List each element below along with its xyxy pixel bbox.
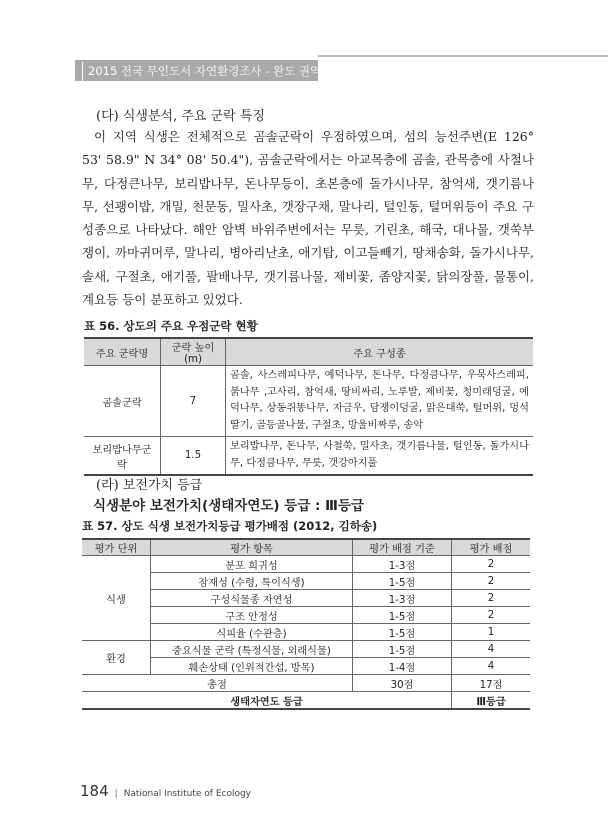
- item-cell: 구성식물종 자연성: [151, 590, 353, 607]
- grade-statement: 식생분야 보전가치(생태자연도) 등급 : Ⅲ등급: [93, 498, 364, 514]
- community-height: 7: [161, 366, 226, 437]
- page-number: 184: [80, 782, 109, 800]
- col-header: 평가 단위: [82, 539, 151, 556]
- table-57: [82, 538, 530, 710]
- criteria-cell: 1-5점: [353, 641, 452, 658]
- table-56: [84, 337, 533, 476]
- score-cell: 1: [452, 624, 531, 641]
- section-heading-ra: (라) 보전가치 등급: [96, 478, 203, 493]
- criteria-cell: 1-5점: [353, 573, 452, 590]
- header-divider: [82, 62, 83, 81]
- grade-value: Ⅲ등급: [452, 692, 531, 710]
- table56-caption: 표 56. 상도의 주요 우점군락 현황: [84, 319, 258, 333]
- footer-separator: |: [114, 789, 118, 799]
- section-heading-da: (다) 식생분석, 주요 군락 특징: [96, 109, 265, 124]
- paragraph-text: 이 지역 식생은 전체적으로 곰솔군락이 우점하였으며, 섬의 능선주변(E 126° 53' 58.9" N 34° 08' 50.4"), 곰솔군락에서는 아교목층에 곰솔, 관목층에 사철나무, 다정큰나무, 보리밥나무, 돈나무등이, 초본층에 돌가시나무, 참억새, 갯기름나무, 선괭이밥, 개밀, 천문동, 밀사초, 갯장구채, 말나리, 털인동, 털머위등이 주요 구성종으로 나타났다. 해안 암벽 바위주변에서는 무릇, 기린초, 해국, 대나물, 갯쑥부쟁이, 까마귀머루, 말나리, 병아리난초, 애기탑, 이고들빼기, 땅채송화, 돌가시나무, 솔새, 구절초, 애기풀, 팔배나무, 갯기름나물, 제비꽃, 좀양지꽃, 닭의장풀, 물통이, 계요등 등이 분포하고 있었다.: [82, 129, 534, 308]
- col-header: 주요 구성종: [226, 338, 534, 366]
- total-score: 17점: [452, 675, 531, 692]
- item-cell: 중요식물 군락 (특정식물, 외래식물): [151, 641, 353, 658]
- community-species: 보리밥나무, 돈나무, 사철쑥, 밀사초, 갯기름나물, 털인동, 돌가시나무, 다정큼나무, 무릇, 갯강아지풀: [226, 437, 534, 476]
- total-criteria: 30점: [353, 675, 452, 692]
- item-cell: 식피율 (수관층): [151, 624, 353, 641]
- header-rule: [318, 55, 608, 57]
- col-header: 주요 군락명: [84, 338, 161, 366]
- criteria-cell: 1-5점: [353, 624, 452, 641]
- table-header-row: [84, 338, 533, 366]
- score-cell: 4: [452, 641, 531, 658]
- table-row: [82, 556, 530, 573]
- community-height: 1.5: [161, 437, 226, 476]
- table-row: [84, 437, 533, 476]
- col-header: 군락 높이(m): [161, 338, 226, 366]
- score-cell: 2: [452, 607, 531, 624]
- community-name: 보리밥나무군락: [84, 437, 161, 476]
- item-cell: 잠재성 (수령, 특이식생): [151, 573, 353, 590]
- col-header: 평가 배점 기준: [353, 539, 452, 556]
- col-header: 평가 배점: [452, 539, 531, 556]
- body-paragraph: [82, 125, 534, 311]
- criteria-cell: 1-3점: [353, 590, 452, 607]
- item-cell: 구조 안정성: [151, 607, 353, 624]
- criteria-cell: 1-5점: [353, 607, 452, 624]
- item-cell: 분포 희귀성: [151, 556, 353, 573]
- institute-name: National Institute of Ecology: [123, 789, 252, 799]
- table-header-row: [82, 539, 530, 556]
- score-cell: 4: [452, 658, 531, 675]
- community-name: 곰솔군락: [84, 366, 161, 437]
- criteria-cell: 1-4점: [353, 658, 452, 675]
- table-row: [84, 366, 533, 437]
- total-label: 총점: [82, 675, 353, 692]
- criteria-cell: 1-3점: [353, 556, 452, 573]
- item-cell: 훼손상태 (인위적간섭, 방목): [151, 658, 353, 675]
- community-species: 곰솔, 사스레피나무, 예덕나무, 돈나무, 다정큼나무, 우묵사스레피, 붉나무 ,고사리, 참억새, 땅비싸리, 노루발, 제비꽃, 청미래덩굴, 예덕나무, 상동쥐똥나무, 자금우, 담쟁이덩굴, 맑은대쑥, 털머위, 멍석딸기, 골등골나물, 구절초, 방울비짜루, 송악: [226, 366, 534, 437]
- score-cell: 2: [452, 573, 531, 590]
- table57-caption: 표 57. 상도 식생 보전가치등급 평가배점 (2012, 김하송): [82, 519, 378, 533]
- grade-label: 생태자연도 등급: [82, 692, 452, 710]
- table-row: [82, 641, 530, 658]
- unit-cell: 환경: [82, 641, 151, 675]
- col-header: 평가 항목: [151, 539, 353, 556]
- unit-cell: 식생: [82, 556, 151, 641]
- grade-row: [82, 692, 530, 710]
- running-header-title: 2015 전국 무인도서 자연환경조사 - 완도 권역: [88, 64, 322, 78]
- score-cell: 2: [452, 590, 531, 607]
- score-cell: 2: [452, 556, 531, 573]
- page-footer: [80, 781, 251, 800]
- total-row: [82, 675, 530, 692]
